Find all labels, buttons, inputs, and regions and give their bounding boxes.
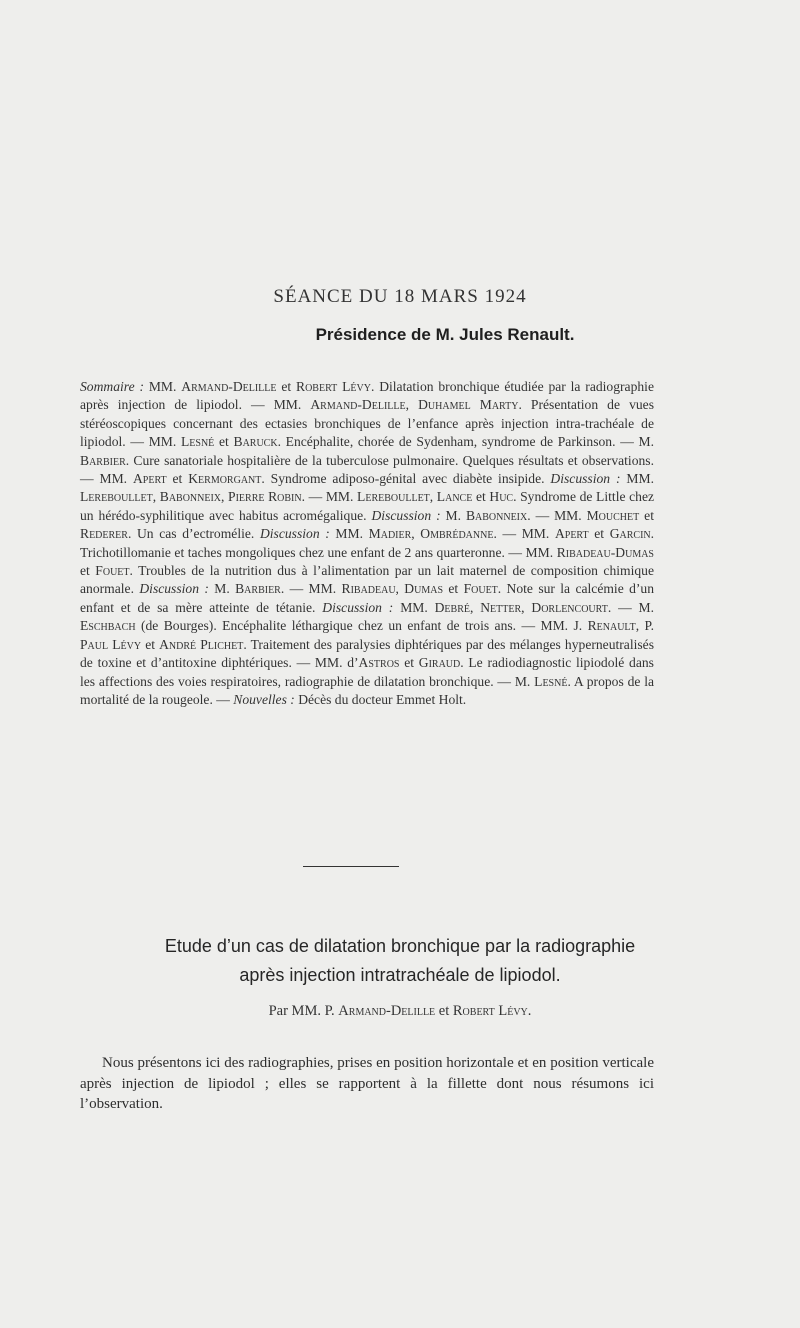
sommaire-text: . Traitement des paralysies diphtériques par des mélanges hyperneutralisés de toxine et d’antitoxine diphtériques. — MM. d’ xyxy=(80,636,655,671)
article-title-line: Etude d’un cas de dilatation bronchique par la radiographie xyxy=(164,936,636,956)
author-name: Madier, Ombrédanne xyxy=(368,526,494,542)
author-name: Armand-Delille xyxy=(338,1003,436,1019)
sommaire-text: . Le radiodiagnostic lipiodolé dans les affections des voies respiratoires, radiographie de dilatation bronchique. — M. xyxy=(80,655,654,689)
author-name: Robert Lévy. xyxy=(452,1003,532,1019)
author-name: Fouet xyxy=(95,563,130,579)
author-name: Kermorgant xyxy=(188,471,262,487)
sommaire-text: et xyxy=(172,471,183,487)
author-name: Robert Lévy xyxy=(296,379,371,394)
body-paragraph: Nous présentons ici des radiographies, prises en position horizontale et en position verticale après injection de lipiodol ; elles se rapportent à la fillette dont nous résumons ici l’observation. xyxy=(80,1055,654,1112)
sommaire-text: . Syndrome adiposo-génital avec diabète insipide. xyxy=(261,471,545,487)
sommaire-text: . A propos de la mortalité de la rougeole. — xyxy=(80,673,655,707)
article-authors xyxy=(0,1003,800,1020)
article-title-line: après injection intratrachéale de lipiodol. xyxy=(239,965,561,985)
sommaire-text: . — MM. xyxy=(527,507,582,523)
sommaire-text: . — MM. xyxy=(301,489,354,505)
sommaire-text: et xyxy=(644,507,654,523)
sommaire-text: et xyxy=(145,636,155,652)
nouvelles-label: Nouvelles : xyxy=(233,691,295,707)
sommaire-text: . Cure sanatoriale hospitalière de la tuberculose pulmonaire. Quelques résultats et observations. — MM. xyxy=(80,452,654,487)
sommaire-text: . Un cas d’ectromélie. xyxy=(127,526,255,542)
author-name: Armand-Delille, Duhamel Marty xyxy=(310,397,519,413)
sommaire-text: et xyxy=(281,379,292,394)
sommaire-text: . Présentation de vues stéréoscopiques concernant des ectasies bronchiques de l’enfance après injection intra-trachéale de lipiodol. — MM. xyxy=(80,397,654,450)
author-name: Apert xyxy=(554,526,589,542)
author-name: Fouet xyxy=(463,581,498,597)
author-name: Apert xyxy=(132,471,167,487)
sommaire-text: (de Bourges). Encéphalite léthargique chez un enfant de trois ans. — MM. J. xyxy=(135,618,583,634)
author-name: Mouchet xyxy=(586,507,640,523)
discussion-label: Discussion : xyxy=(550,471,621,487)
sommaire-text: . — MM. xyxy=(280,581,337,597)
author-name: Renault xyxy=(587,618,636,634)
sommaire-text: . Syndrome de Little chez un hérédo-syphilitique avec habitus acromégalique. xyxy=(80,489,655,523)
section-divider xyxy=(303,866,399,867)
sommaire-text: et xyxy=(218,434,229,450)
author-name: Lereboullet, Babonneix, Pierre Robin xyxy=(80,489,302,505)
sommaire-text: MM. xyxy=(400,599,428,615)
sommaire-text: MM. xyxy=(148,379,177,394)
author-name: Paul Lévy xyxy=(80,636,142,652)
sommaire-text: MM. xyxy=(335,526,363,542)
author-name: Eschbach xyxy=(80,618,136,634)
sommaire-text: M. xyxy=(214,581,230,597)
sommaire-text: et xyxy=(475,489,486,505)
discussion-label: Discussion : xyxy=(371,507,441,523)
author-name: Babonneix xyxy=(465,507,528,523)
authors-prefix: Par MM. P. xyxy=(268,1003,335,1019)
authors-conj: et xyxy=(438,1003,450,1019)
author-name: Giraud xyxy=(418,655,461,671)
sommaire-text: . Encéphalite, chorée de Sydenham, syndrome de Parkinson. — M. xyxy=(277,434,654,450)
presidence-heading: Présidence de M. Jules Renault. xyxy=(315,325,575,344)
sommaire-text: . — M. xyxy=(607,599,654,615)
author-name: Ribadeau, Dumas xyxy=(341,581,444,597)
author-name: André Plichet xyxy=(159,636,244,652)
sommaire-text: . Troubles de la nutrition dus à l’alimentation par un lait maternel de composition chimique anormale. xyxy=(80,563,655,597)
author-name: Lereboullet, Lance xyxy=(357,489,473,505)
sommaire-text: et xyxy=(404,655,415,671)
sommaire-text: M. xyxy=(445,507,462,523)
author-name: Baruck xyxy=(233,434,278,450)
author-name: Huc xyxy=(489,489,514,505)
session-title: SÉANCE DU 18 MARS 1924 xyxy=(273,286,527,307)
sommaire-text: . Note sur la calcémie d’un enfant et de sa mère atteinte de tétanie. xyxy=(80,581,655,615)
author-name: Rederer xyxy=(80,526,128,542)
author-name: Lesné xyxy=(534,673,568,689)
sommaire-paragraph xyxy=(80,378,654,709)
author-name: Astros xyxy=(358,655,400,671)
sommaire-text: et xyxy=(448,581,459,597)
sommaire-text: . — MM. xyxy=(493,526,550,542)
author-name: Debré, Netter, Dorlencourt xyxy=(434,599,608,615)
author-name: Ribadeau-Dumas xyxy=(556,544,654,560)
sommaire-text: Décès du docteur Emmet Holt. xyxy=(298,691,467,707)
sommaire-text: . Dilatation bronchique étudiée par la radiographie après injection de lipiodol. — MM. xyxy=(80,379,654,413)
author-name: Garcin xyxy=(609,526,651,542)
author-name: Armand-Delille xyxy=(181,379,277,394)
sommaire-text: et xyxy=(594,526,605,542)
sommaire-text: . Trichotillomanie et taches mongoliques chez une enfant de 2 ans quarteronne. — MM. xyxy=(80,526,655,560)
article-title xyxy=(40,932,760,990)
author-name: Barbier xyxy=(80,452,126,468)
discussion-label: Discussion : xyxy=(322,599,394,615)
sommaire-text: MM. xyxy=(626,471,654,487)
sommaire-text: , P. xyxy=(635,618,654,634)
author-name: Barbier xyxy=(235,581,281,597)
author-name: Lesné xyxy=(180,434,215,450)
sommaire-label: Sommaire : xyxy=(80,379,144,394)
sommaire-text: et xyxy=(80,563,90,579)
discussion-label: Discussion : xyxy=(259,526,330,542)
discussion-label: Discussion : xyxy=(139,581,209,597)
